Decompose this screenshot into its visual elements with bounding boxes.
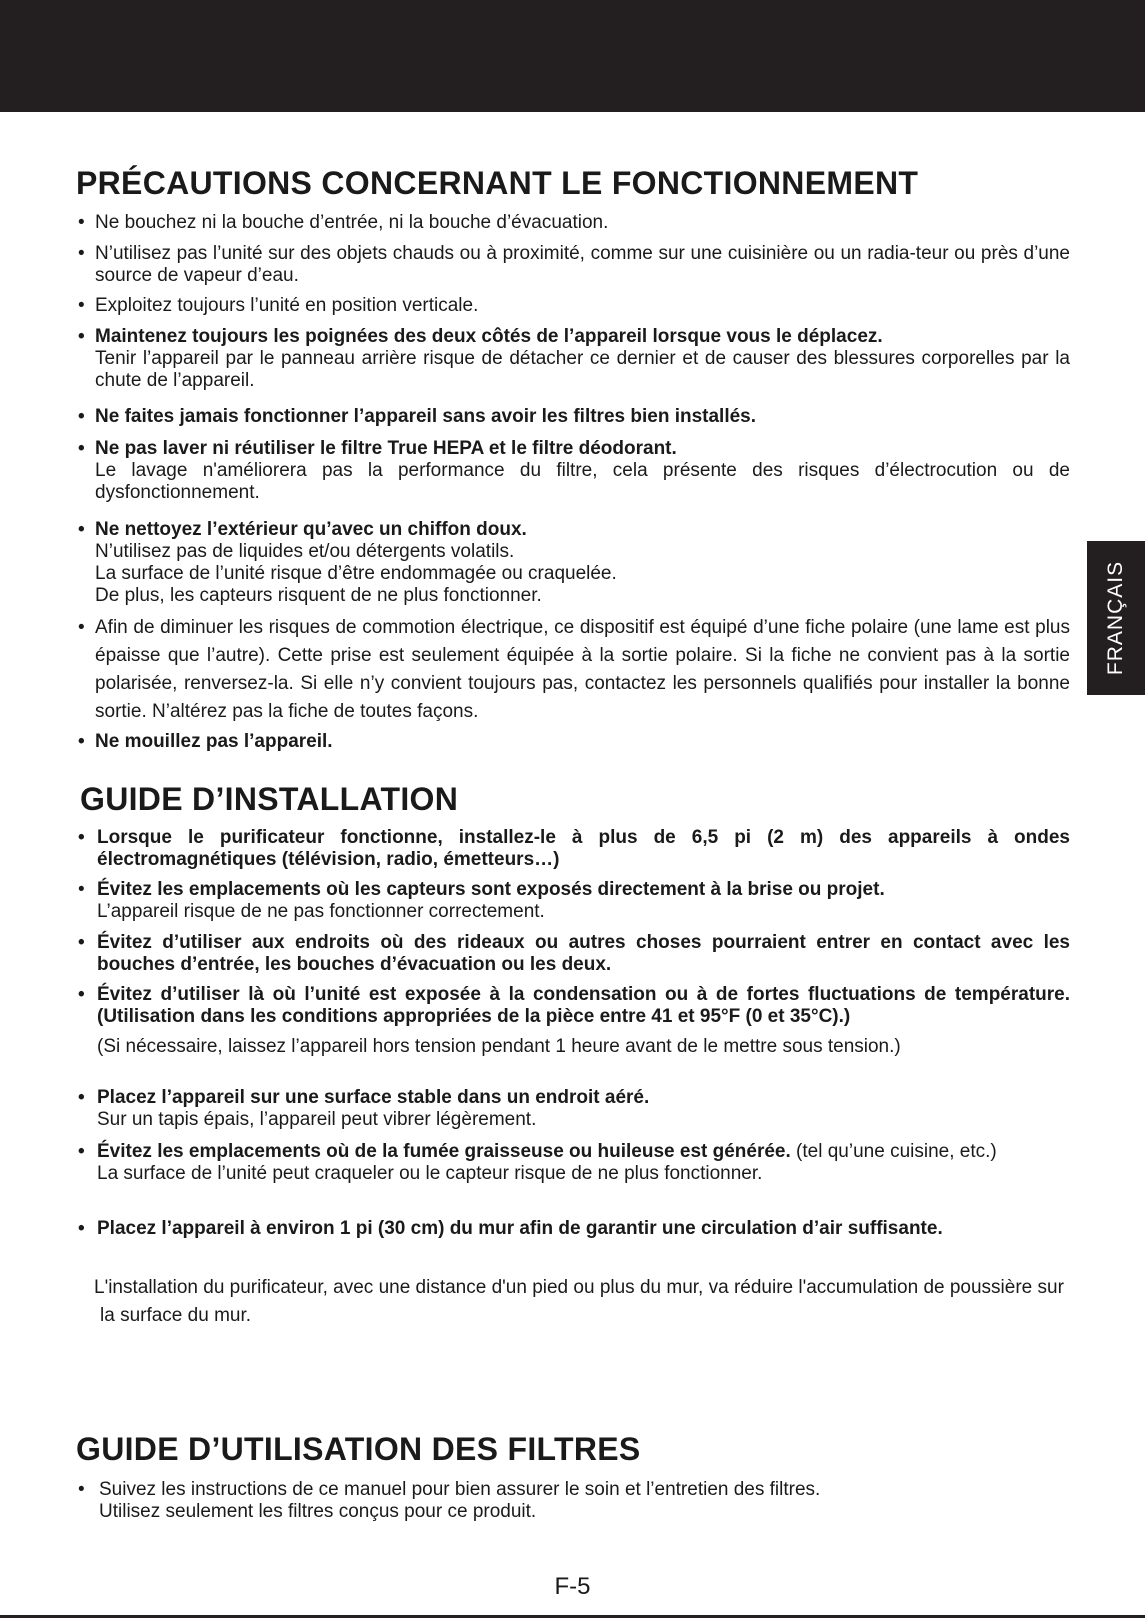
section-title-installation: GUIDE D’INSTALLATION xyxy=(80,781,459,817)
precaution-item: • Ne pas laver ni réutiliser le filtre True HEPA et le filtre déodorant. Le lavage n'améliorera pas la performance du filtre, cela présente des risques d’électrocution ou de dysfonctionnement. xyxy=(78,438,1070,503)
precaution-text: Le lavage n'améliorera pas la performance du filtre, cela présente des risques d’électrocution ou de dysfonctionnement. xyxy=(95,460,1070,503)
installation-item: • Évitez les emplacements où les capteurs sont exposés directement à la brise ou projet. L’appareil risque de ne pas fonctionner correctement. xyxy=(78,879,1070,923)
precaution-item: • Ne bouchez ni la bouche d’entrée, ni la bouche d’évacuation. xyxy=(78,212,1070,234)
precaution-text: Afin de diminuer les risques de commotion électrique, ce dispositif est équipé d’une fiche polaire (une lame est plus épaisse que l’autre). Cette prise est seulement équipée à la sortie polaire. Si la fiche ne convient pas à la sortie polarisée, renversez-la. Si elle n’y convient toujours pas, contactez les personnels qualifiés pour installer la bonne sortie. N’altérez pas la fiche de toutes façons. xyxy=(95,617,1070,722)
filters-item: • Suivez les instructions de ce manuel pour bien assurer le soin et l’entretien des filtres. Utilisez seulement les filtres conçus pour ce produit. xyxy=(78,1479,1070,1523)
precaution-heading: Ne nettoyez l’extérieur qu’avec un chiffon doux. xyxy=(95,519,527,540)
top-header-band xyxy=(0,0,1145,112)
precaution-heading: Ne faites jamais fonctionner l’appareil sans avoir les filtres bien installés. xyxy=(95,406,757,427)
precaution-heading: Ne mouillez pas l’appareil. xyxy=(95,731,333,752)
precaution-item: • Exploitez toujours l’unité en position verticale. xyxy=(78,295,1070,317)
installation-heading: Lorsque le purificateur fonctionne, installez-le à plus de 6,5 pi (2 m) des appareils à ondes électromagnétiques (télévision, radio, émetteurs…) xyxy=(97,827,1070,870)
installation-item: • Évitez les emplacements où de la fumée graisseuse ou huileuse est générée. (tel qu’une cuisine, etc.) La surface de l’unité peut craqueler ou le capteur risque de ne plus fonctionner. xyxy=(78,1141,1070,1185)
precaution-item: • N’utilisez pas l’unité sur des objets chauds ou à proximité, comme sur une cuisinière ou un radia-teur ou près d’une source de vapeur d’eau. xyxy=(78,243,1070,286)
precaution-text: La surface de l’unité risque d’être endommagée ou craquelée. xyxy=(95,563,617,584)
precaution-heading: Maintenez toujours les poignées des deux côtés de l’appareil lorsque vous le déplacez. xyxy=(95,326,883,347)
precaution-text: De plus, les capteurs risquent de ne plus fonctionner. xyxy=(95,585,542,606)
installation-item: • Lorsque le purificateur fonctionne, installez-le à plus de 6,5 pi (2 m) des appareils à ondes électromagnétiques (télévision, radio, émetteurs…) xyxy=(78,827,1070,870)
section-title-filters: GUIDE D’UTILISATION DES FILTRES xyxy=(76,1431,641,1467)
precaution-item: • Afin de diminuer les risques de commotion électrique, ce dispositif est équipé d’une fiche polaire (une lame est plus épaisse que l’autre). Cette prise est seulement équipée à la sortie polaire. Si la fiche ne convient pas à la sortie polarisée, renversez-la. Si elle n’y convient toujours pas, contactez les personnels qualifiés pour installer la bonne sortie. N’altérez pas la fiche de toutes façons. xyxy=(78,614,1070,726)
filters-text: Suivez les instructions de ce manuel pour bien assurer le soin et l’entretien des filtres. xyxy=(99,1479,821,1500)
precaution-text: N’utilisez pas l’unité sur des objets chauds ou à proximité, comme sur une cuisinière ou un radia-teur ou près d’une source de vapeur d’eau. xyxy=(95,243,1070,286)
installation-text: (tel qu’une cuisine, etc.) xyxy=(790,1141,997,1162)
installation-item: • Placez l’appareil sur une surface stable dans un endroit aéré. Sur un tapis épais, l’appareil peut vibrer légèrement. xyxy=(78,1087,1070,1131)
precaution-item: • Ne mouillez pas l’appareil. xyxy=(78,731,1070,753)
installation-text: La surface de l’unité peut craqueler ou le capteur risque de ne plus fonctionner. xyxy=(97,1163,763,1184)
installation-heading: Placez l’appareil à environ 1 pi (30 cm) du mur afin de garantir une circulation d’air suffisante. xyxy=(97,1218,943,1239)
installation-note xyxy=(94,1274,1070,1330)
installation-text: Sur un tapis épais, l’appareil peut vibrer légèrement. xyxy=(97,1109,537,1130)
precaution-heading: Ne pas laver ni réutiliser le filtre True HEPA et le filtre déodorant. xyxy=(95,438,677,459)
installation-heading: Placez l’appareil sur une surface stable dans un endroit aéré. xyxy=(97,1087,650,1108)
precaution-text: N’utilisez pas de liquides et/ou détergents volatils. xyxy=(95,541,515,562)
installation-item: • Évitez d’utiliser là où l’unité est exposée à la condensation ou à de fortes fluctuations de température. (Utilisation dans les conditions appropriées de la pièce entre 41 et 95°F (0 et 35°C).) (Si nécessaire, laissez l’appareil hors tension pendant 1 heure avant de le mettre sous tension.) xyxy=(78,984,1070,1057)
installation-heading: Évitez les emplacements où les capteurs sont exposés directement à la brise ou projet. xyxy=(97,879,885,900)
page-number: F-5 xyxy=(554,1573,591,1600)
precaution-item: • Ne nettoyez l’extérieur qu’avec un chiffon doux. N’utilisez pas de liquides et/ou détergents volatils. La surface de l’unité risque d’être endommagée ou craquelée. De plus, les capteurs risquent de ne plus fonctionner. xyxy=(78,519,1070,607)
precaution-item: • Ne faites jamais fonctionner l’appareil sans avoir les filtres bien installés. xyxy=(78,406,1070,428)
installation-heading: Évitez les emplacements où de la fumée graisseuse ou huileuse est générée. xyxy=(97,1141,791,1162)
installation-item: • Évitez d’utiliser aux endroits où des rideaux ou autres choses pourraient entrer en contact avec les bouches d’entrée, les bouches d’évacuation ou les deux. xyxy=(78,932,1070,975)
language-tab xyxy=(1087,541,1145,695)
precaution-text: Exploitez toujours l’unité en position verticale. xyxy=(95,295,479,316)
installation-heading: Évitez d’utiliser là où l’unité est exposée à la condensation ou à de fortes fluctuations de température. (Utilisation dans les conditions appropriées de la pièce entre 41 et 95°F (0 et 35°C).) xyxy=(97,984,1070,1027)
precaution-item: • Maintenez toujours les poignées des deux côtés de l’appareil lorsque vous le déplacez. Tenir l’appareil par le panneau arrière risque de détacher ce dernier et de causer des blessures corporelles par la chute de l’appareil. xyxy=(78,326,1070,391)
precaution-text: Tenir l’appareil par le panneau arrière risque de détacher ce dernier et de causer des blessures corporelles par la chute de l’appareil. xyxy=(95,348,1070,391)
installation-item: • Placez l’appareil à environ 1 pi (30 cm) du mur afin de garantir une circulation d’air suffisante. xyxy=(78,1218,1070,1240)
section-title-precautions: PRÉCAUTIONS CONCERNANT LE FONCTIONNEMENT xyxy=(76,165,919,201)
filters-text: Utilisez seulement les filtres conçus pour ce produit. xyxy=(99,1501,537,1522)
installation-heading: Évitez d’utiliser aux endroits où des rideaux ou autres choses pourraient entrer en contact avec les bouches d’entrée, les bouches d’évacuation ou les deux. xyxy=(97,932,1070,975)
installation-text: L’appareil risque de ne pas fonctionner correctement. xyxy=(97,901,545,922)
language-tab-label: FRANÇAIS xyxy=(1104,560,1127,676)
precaution-text: Ne bouchez ni la bouche d’entrée, ni la bouche d’évacuation. xyxy=(95,212,609,233)
installation-note-text: L'installation du purificateur, avec une distance d'un pied ou plus du mur, va réduire l'accumulation de poussière sur la surface du mur. xyxy=(94,1277,1064,1326)
installation-text: (Si nécessaire, laissez l’appareil hors tension pendant 1 heure avant de le mettre sous tension.) xyxy=(97,1036,901,1057)
